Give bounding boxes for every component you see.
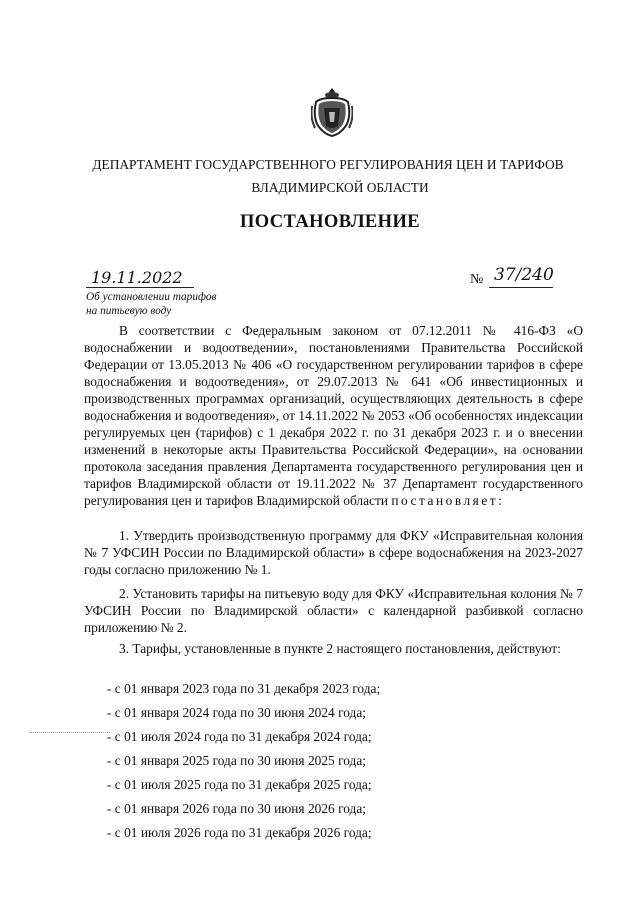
item-3-paragraph	[84, 640, 583, 657]
document-title: ПОСТАНОВЛЕНИЕ	[239, 212, 420, 232]
scan-dotted-mark	[30, 732, 110, 733]
number-label: №	[470, 272, 484, 287]
document-number: 37/240	[494, 265, 554, 285]
document-date: 19.11.2022	[91, 268, 183, 287]
period-item: - с 01 января 2024 года по 30 июня 2024 года;	[107, 705, 367, 720]
coat-of-arms-icon	[311, 86, 353, 138]
preamble-paragraph	[84, 322, 583, 509]
period-item: - с 01 июля 2026 года по 31 декабря 2026 года;	[107, 825, 372, 840]
item-2-paragraph	[84, 585, 583, 636]
item-1-paragraph	[84, 527, 583, 578]
department-name-line2: ВЛАДИМИРСКОЙ ОБЛАСТИ	[251, 180, 429, 195]
preamble-text: В соответствии с Федеральным законом от 07.12.2011 № 416-ФЗ «О водоснабжении и водоотведении», постановлениями Правительства Российской Федерации от 13.05.2013 № 406 «О государственном регулировании тарифов в сфере водоснабжения и водоотведения», от 29.07.2013 № 641 «Об инвестиционных и производственных программах организаций, осуществляющих деятельность в сфере водоснабжения и водоотведения», от 14.11.2022 № 2053 «Об особенностях индексации регулируемых цен (тарифов) с 1 декабря 2022 г. по 31 декабря 2023 г. и о внесении изменений в некоторые акты Правительства Российской Федерации», на основании протокола заседания правления Департамента государственного регулирования цен и тарифов Владимирской области от 19.11.2022 № 37 Департамент государственного регулирования цен и тарифов Владимирской области	[84, 323, 583, 508]
period-item: - с 01 января 2023 года по 31 декабря 2023 года;	[107, 681, 381, 696]
item-3-text: 3. Тарифы, установленные в пункте 2 настоящего постановления, действуют:	[119, 641, 561, 656]
resolves-text: постановляет:	[391, 493, 505, 508]
subject-line2: на питьевую воду	[86, 305, 172, 317]
item-2-text: 2. Установить тарифы на питьевую воду для ФКУ «Исправительная колония № 7 УФСИН России по Владимирской области» с календарной разбивкой согласно приложению № 2.	[84, 586, 583, 635]
number-underline	[489, 287, 553, 288]
period-item: - с 01 июля 2024 года по 31 декабря 2024 года;	[107, 729, 372, 744]
period-item: - с 01 июля 2025 года по 31 декабря 2025 года;	[107, 777, 372, 792]
item-1-text: 1. Утвердить производственную программу для ФКУ «Исправительная колония № 7 УФСИН России по Владимирской области» в сфере водоснабжения на 2023-2027 годы согласно приложению № 1.	[84, 528, 583, 577]
period-item: - с 01 января 2025 года по 30 июня 2025 года;	[107, 753, 367, 768]
period-item: - с 01 января 2026 года по 30 июня 2026 года;	[107, 801, 367, 816]
department-name-line1: ДЕПАРТАМЕНТ ГОСУДАРСТВЕННОГО РЕГУЛИРОВАНИЯ ЦЕН И ТАРИФОВ	[92, 157, 564, 172]
date-underline	[86, 287, 194, 288]
document-subject	[86, 290, 216, 318]
subject-line1: Об установлении тарифов	[86, 291, 217, 303]
